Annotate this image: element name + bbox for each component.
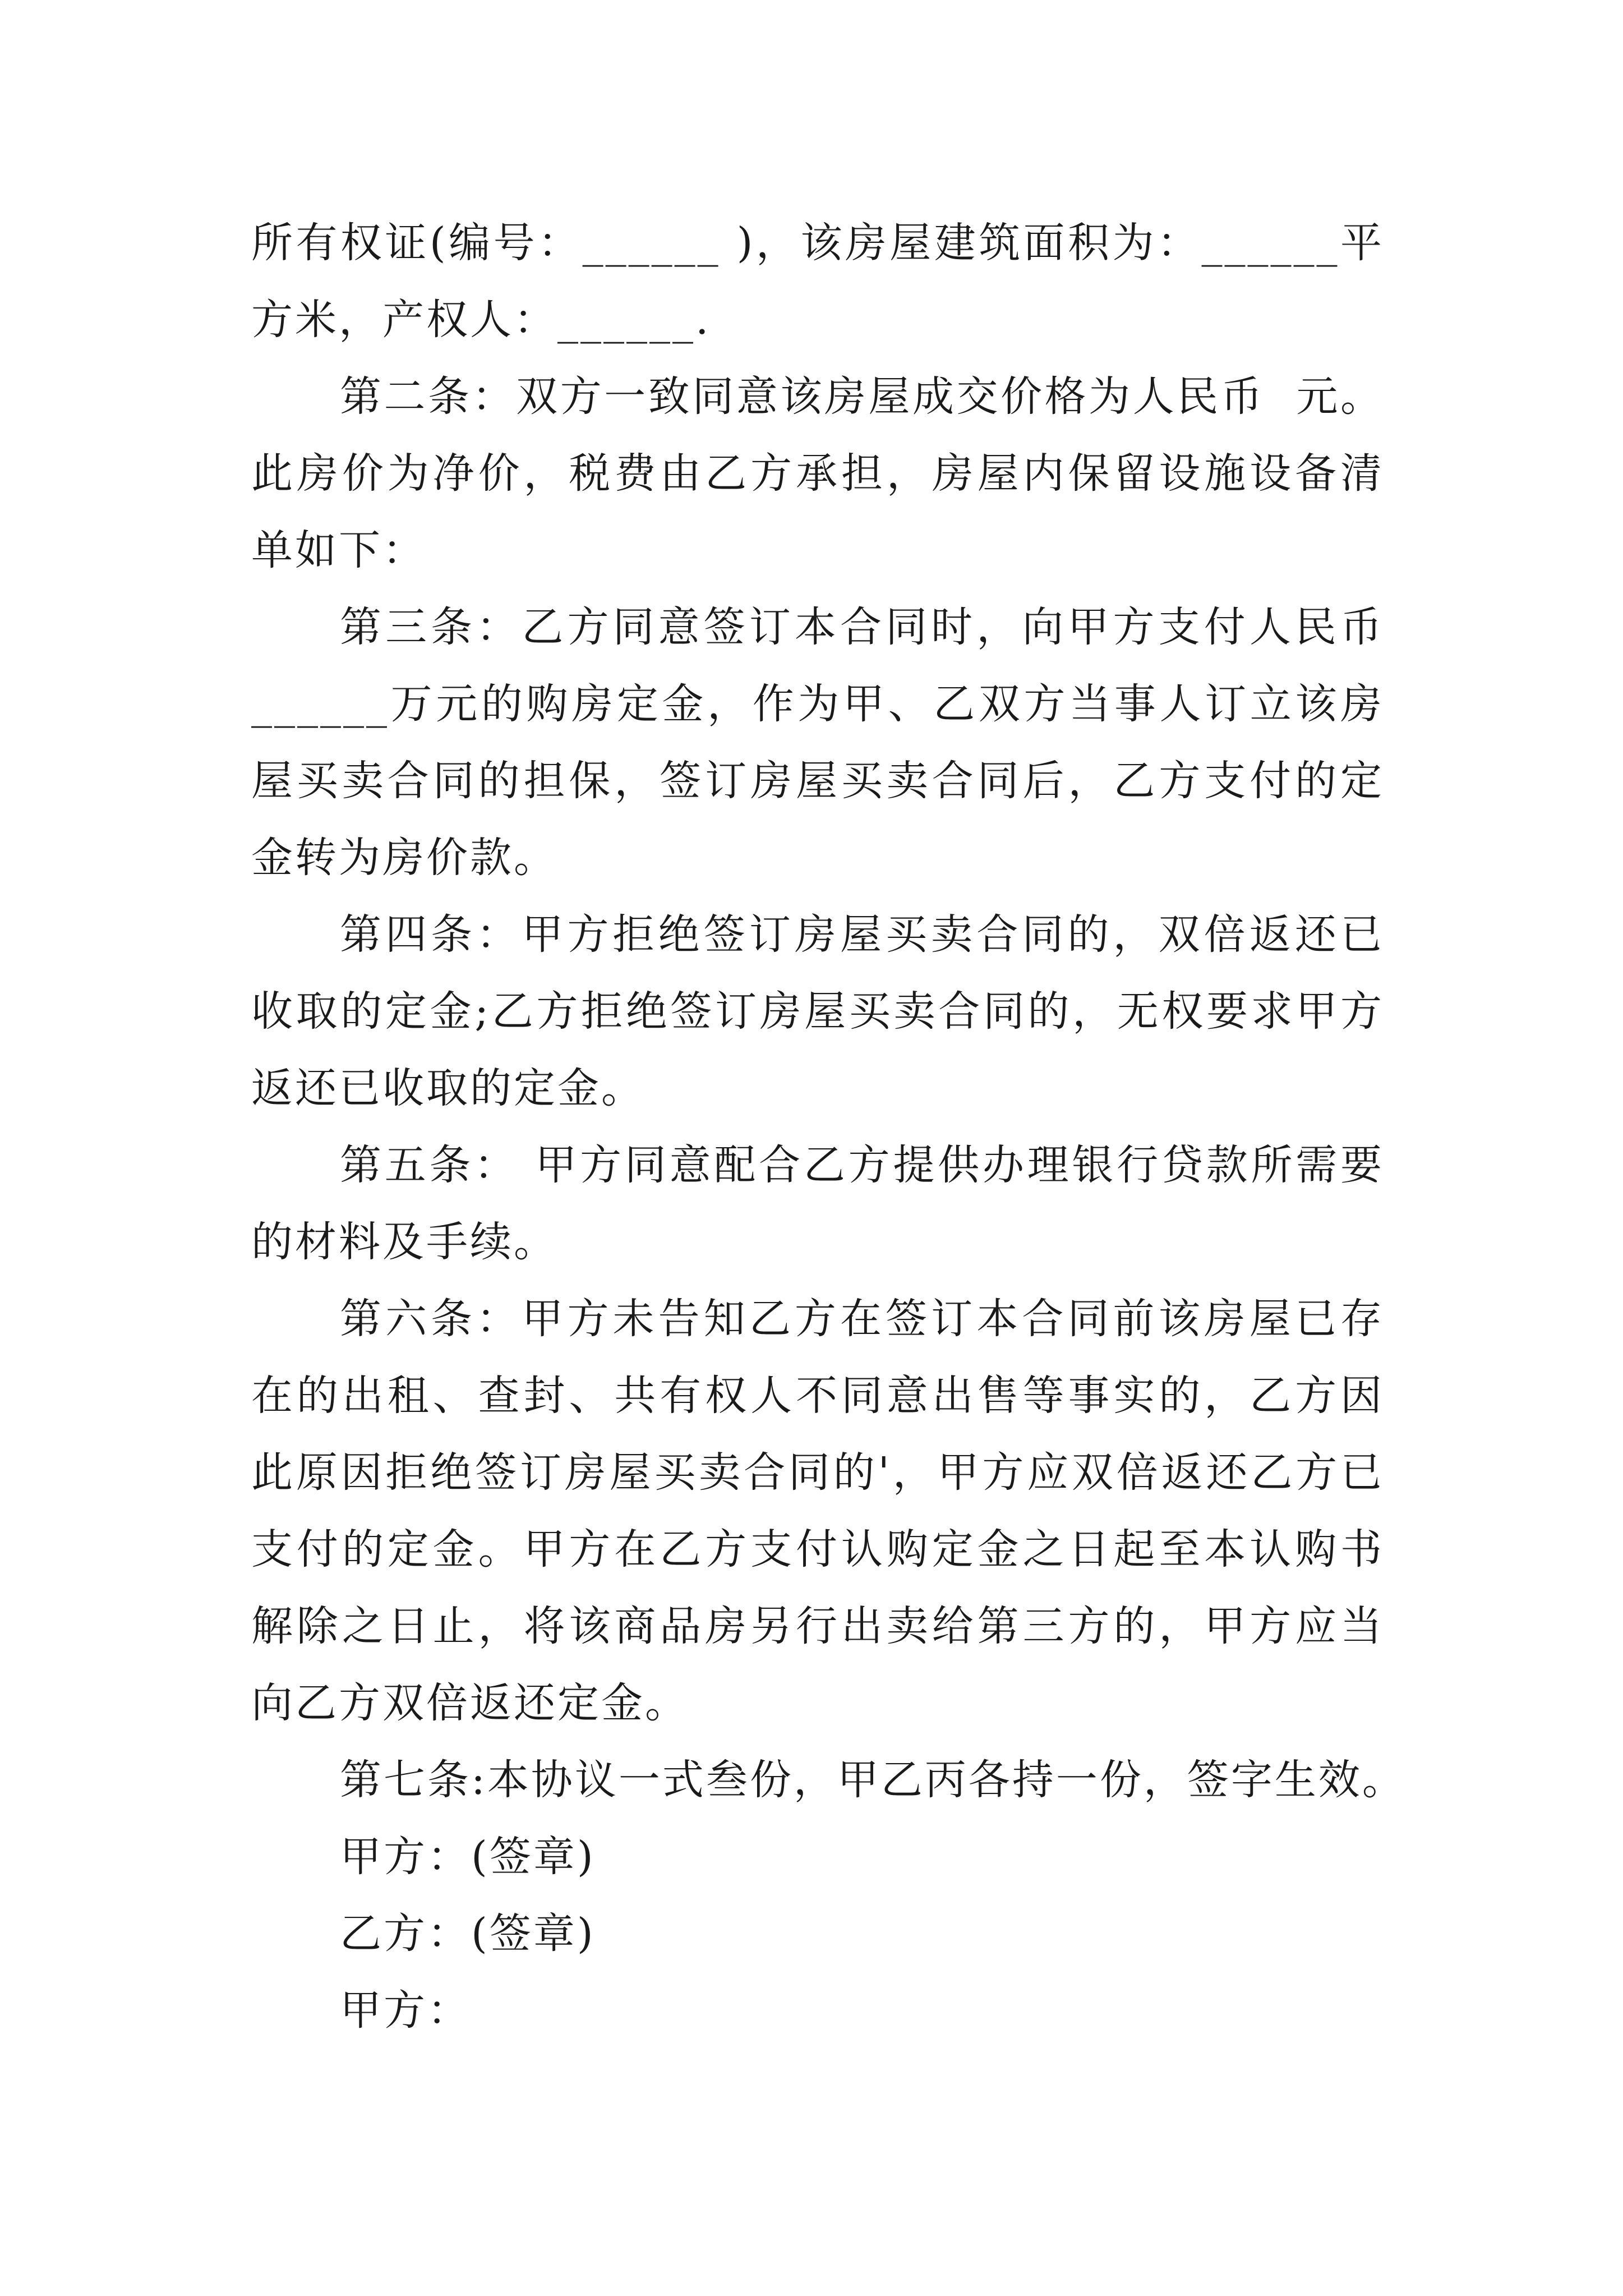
article-3: 第三条：乙方同意签订本合同时，向甲方支付人民币______万元的购房定金，作为甲、乙双方当事人订立该房屋买卖合同的担保，签订房屋买卖合同后，乙方支付的定金转为房价款。 <box>251 603 1384 882</box>
paragraph-property-certificate: 所有权证(编号：______ )，该房屋建筑面积为：______平方米，产权人：______. <box>251 219 1384 344</box>
signature-party-a: 甲方：(签章) <box>340 1833 596 1881</box>
article-4: 第四条：甲方拒绝签订房屋买卖合同的，双倍返还已收取的定金;乙方拒绝签订房屋买卖合同的，无权要求甲方返还已收取的定金。 <box>251 910 1384 1112</box>
signature-party-a-2: 甲方： <box>340 1986 471 2035</box>
document-page <box>251 205 1406 2049</box>
signature-party-b: 乙方：(签章) <box>340 1910 596 1958</box>
article-2: 第二条：双方一致同意该房屋成交价格为人民币 元。此房价为净价，税费由乙方承担，房屋内保留设施设备清单如下： <box>251 372 1384 574</box>
article-5: 第五条： 甲方同意配合乙方提供办理银行贷款所需要的材料及手续。 <box>251 1141 1384 1266</box>
article-6: 第六条：甲方未告知乙方在签订本合同前该房屋已存在的出租、查封、共有权人不同意出售等事实的，乙方因此原因拒绝签订房屋买卖合同的'，甲方应双倍返还乙方已支付的定金。甲方在乙方支付认购定金之日起至本认购书解除之日止，将该商品房另行出卖给第三方的，甲方应当向乙方双倍返还定金。 <box>251 1295 1384 1727</box>
article-7: 第七条:本协议一式叁份，甲乙丙各持一份，签字生效。 <box>340 1756 1406 1804</box>
